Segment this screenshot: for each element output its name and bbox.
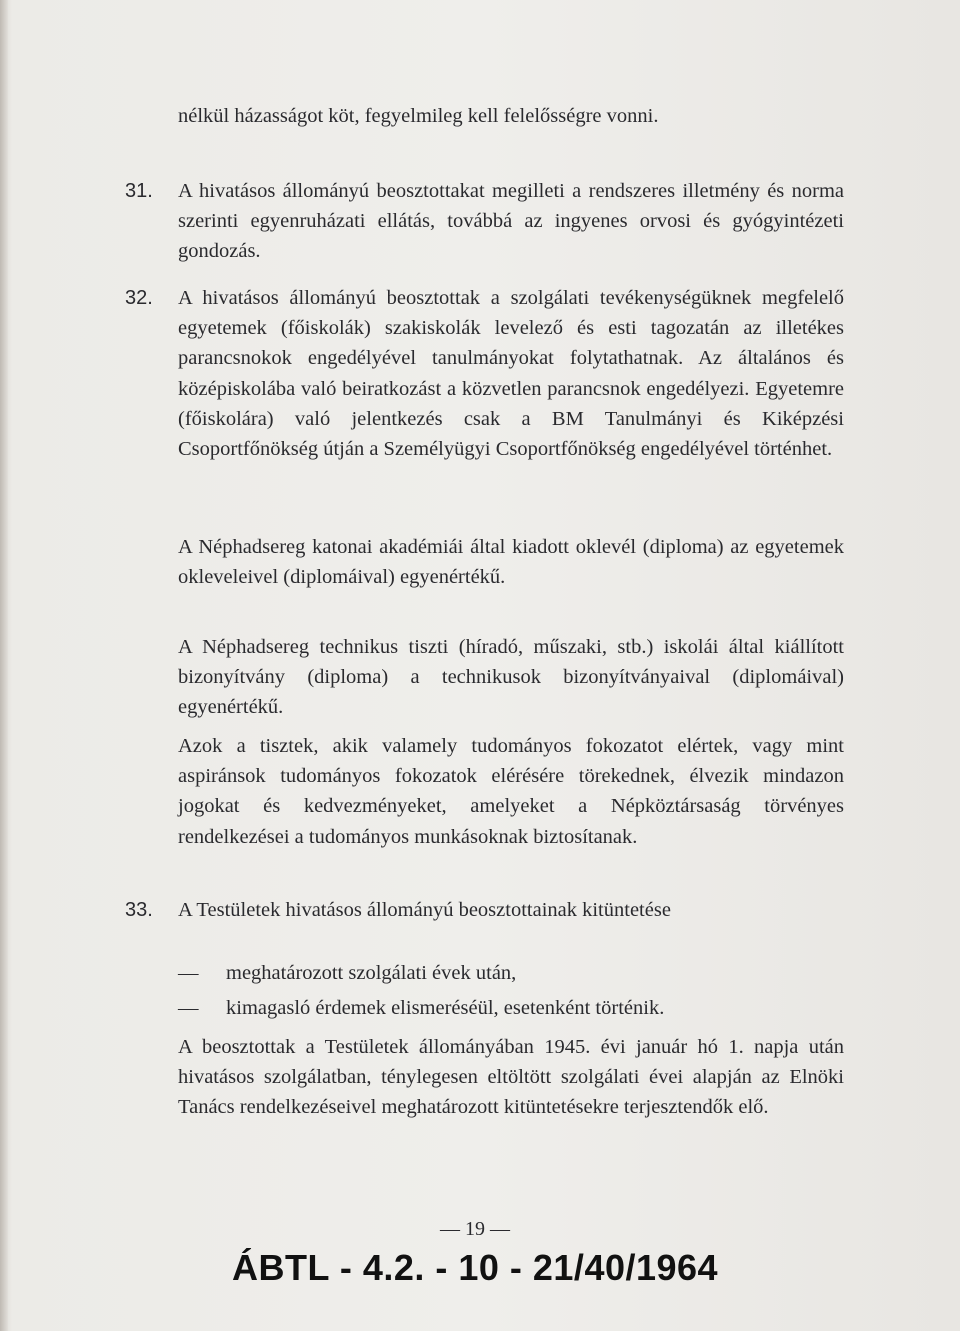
paragraph-number-31: 31. — [125, 180, 153, 202]
paragraph-30-continuation: nélkül házasságot köt, fegyelmileg kell felelősségre vonni. — [178, 105, 659, 127]
paragraph-number-33: 33. — [125, 899, 153, 921]
list-item-text: kimagasló érdemek elismeréséül, esetenként történik. — [226, 997, 665, 1019]
list-item-text: meghatározott szolgálati évek után, — [226, 962, 517, 984]
page-edge — [0, 0, 8, 1331]
paragraph-33-closing: A beosztottak a Testületek állományában 1945. évi január hó 1. napja után hivatásos szolgálatban, ténylegesen eltöltött szolgálati évei alapján az Elnöki Tanács rendelkezéseivel meghatározott kitüntetésekre terjesztendők elő. — [178, 1036, 844, 1119]
page-number: — 19 — — [440, 1218, 510, 1240]
dash-mark: — — [178, 997, 199, 1019]
list-item — [178, 958, 516, 988]
dash-mark: — — [178, 962, 199, 984]
paragraph-32: A hivatásos állományú beosztottak a szolgálati tevékenységüknek megfelelő egyetemek (főiskolák) szakiskolák levelező és esti tagozatán az illetékes parancsnokok engedélyével tanulmányokat folytathatnak. Az általános és középiskolába való beiratkozást a közvetlen parancsnok engedélyezi. Egyetemre (főiskolára) való jelentkezés csak a BM Tanulmányi és Kiképzési Csoportfőnökség útján a Személyügyi Csoportfőnökség engedélyével történhet. — [178, 287, 844, 461]
list-item — [178, 993, 664, 1023]
paragraph-32-technikus: A Néphadsereg technikus tiszti (híradó, műszaki, stb.) iskolái által kiállított bizonyítvány (diploma) a technikusok bizonyítványaival (diplomáival) egyenértékű. — [178, 636, 844, 719]
paragraph-31: A hivatásos állományú beosztottakat megilleti a rendszeres illetmény és norma szerinti egyenruházati ellátás, továbbá az ingyenes orvosi és gyógyintézeti gondozás. — [178, 180, 844, 263]
paragraph-33: A Testületek hivatásos állományú beosztottainak kitüntetése — [178, 899, 671, 921]
paragraph-number-32: 32. — [125, 287, 153, 309]
paragraph-32-tudomanyos: Azok a tisztek, akik valamely tudományos fokozatot elértek, vagy mint aspiránsok tudományos fokozatok elérésére törekednek, élvezik mindazon jogokat és kedvezményeket, amelyeket a Népköztársaság törvényes rendelkezései a tudományos munkásoknak biztosítanak. — [178, 735, 844, 848]
paragraph-32-diploma: A Néphadsereg katonai akadémiái által kiadott oklevél (diploma) az egyetemek okleveleivel (diplomáival) egyenértékű. — [178, 536, 844, 589]
archive-reference: ÁBTL - 4.2. - 10 - 21/40/1964 — [232, 1247, 719, 1288]
